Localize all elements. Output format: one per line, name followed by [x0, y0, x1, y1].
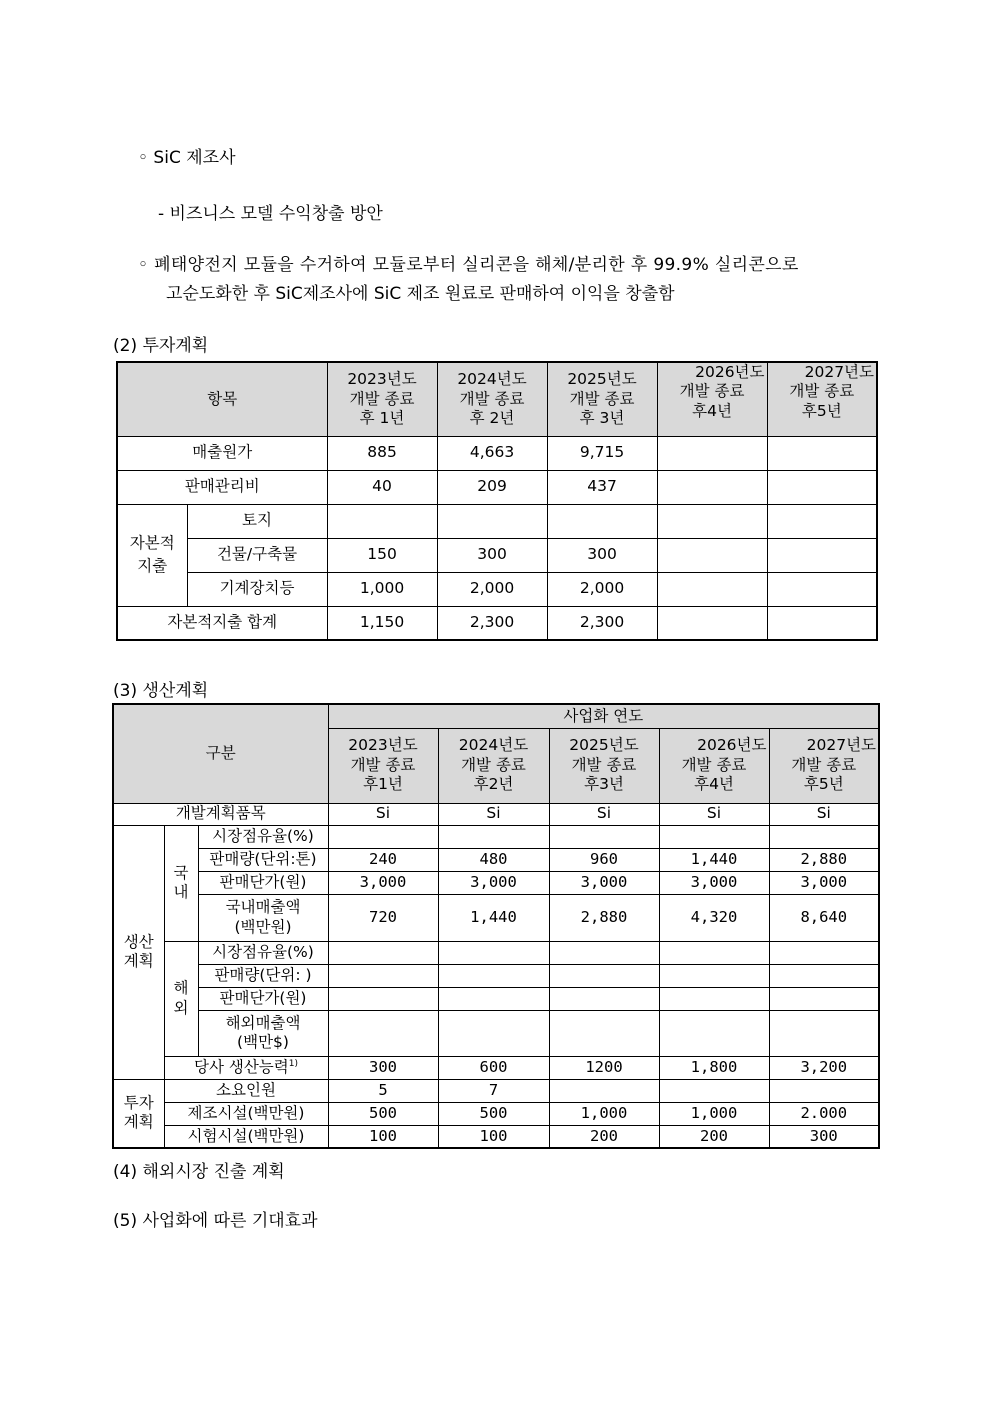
cell: [437, 504, 547, 538]
row-label: 판매관리비: [117, 470, 327, 504]
header-gubun: 구분: [113, 704, 328, 803]
cell: 40: [327, 470, 437, 504]
row-label: 자본적지출 합계: [117, 606, 327, 640]
table-row: [113, 964, 879, 987]
section-expected-effect-title: (5) 사업화에 따른 기대효과: [113, 1211, 318, 1231]
cell: [767, 606, 877, 640]
cell: 3,000: [549, 871, 659, 894]
cell: 8,640: [769, 894, 879, 941]
row-label: 국내매출액 (백만원): [198, 894, 328, 941]
cell: 500: [328, 1102, 438, 1125]
cell: 300: [769, 1125, 879, 1148]
cell: 2,880: [769, 848, 879, 871]
cell: 9,715: [547, 436, 657, 470]
row-label: 매출원가: [117, 436, 327, 470]
cell: [438, 987, 549, 1010]
cell: [438, 825, 549, 848]
cell: 3,000: [438, 871, 549, 894]
cell: [767, 572, 877, 606]
row-label: 개발계획품목: [113, 803, 328, 825]
row-label: 제조시설(백만원): [164, 1102, 328, 1125]
cell: [328, 964, 438, 987]
table-row: [113, 825, 879, 848]
bullet-sic-maker: ◦ SiC 제조사: [138, 148, 236, 168]
cell: [769, 825, 879, 848]
table-row: [113, 803, 879, 825]
cell: [659, 941, 769, 964]
row-label: 토지: [187, 504, 327, 538]
cell: 720: [328, 894, 438, 941]
cell: 300: [547, 538, 657, 572]
section-production-title: (3) 생산계획: [113, 681, 209, 701]
header-year: 2025년도 개발 종료 후 3년: [547, 362, 657, 436]
cell: 100: [438, 1125, 549, 1148]
header-commercialization-year: 사업화 연도: [328, 704, 879, 728]
row-label: 당사 생산능력$^{1)}$: [164, 1056, 328, 1079]
table-row: [117, 436, 877, 470]
cell: 2,880: [549, 894, 659, 941]
cell: 437: [547, 470, 657, 504]
header-year: 2025년도 개발 종료 후3년: [549, 728, 659, 803]
header-year: 2023년도 개발 종료 후 1년: [327, 362, 437, 436]
header-item: 항목: [117, 362, 327, 436]
table-row: [113, 1056, 879, 1079]
cell: 200: [549, 1125, 659, 1148]
cell: 5: [328, 1079, 438, 1102]
cell: 1,000: [659, 1102, 769, 1125]
header-year: 2027년도 개발 종료 후5년: [767, 362, 877, 436]
table-row: [117, 538, 877, 572]
row-label: 소요인원: [164, 1079, 328, 1102]
section-overseas-title: (4) 해외시장 진출 계획: [113, 1162, 285, 1182]
cell: [769, 987, 879, 1010]
table-row: [113, 894, 879, 941]
cell: 150: [327, 538, 437, 572]
cell: [549, 964, 659, 987]
cell: 100: [328, 1125, 438, 1148]
cell: [767, 504, 877, 538]
cell: Si: [549, 803, 659, 825]
cell: 3,000: [769, 871, 879, 894]
investment-table: [116, 361, 878, 641]
cell: [769, 941, 879, 964]
row-label: 해외매출액 (백만$): [198, 1010, 328, 1056]
cell: 209: [437, 470, 547, 504]
row-label: 판매단가(원): [198, 871, 328, 894]
cell: [549, 987, 659, 1010]
cell: [549, 941, 659, 964]
cell: 240: [328, 848, 438, 871]
domestic-group-label: 국 내: [164, 825, 198, 941]
cell: [657, 572, 767, 606]
cell: 1,000: [327, 572, 437, 606]
cell: 3,000: [659, 871, 769, 894]
cell: 4,320: [659, 894, 769, 941]
cell: [659, 1079, 769, 1102]
cell: 7: [438, 1079, 549, 1102]
cell: [328, 825, 438, 848]
cell: 885: [327, 436, 437, 470]
table-row: [113, 848, 879, 871]
table-row: [113, 1125, 879, 1148]
cell: [657, 470, 767, 504]
cell: 960: [549, 848, 659, 871]
cell: [549, 1079, 659, 1102]
cell: [549, 825, 659, 848]
row-label: 시험시설(백만원): [164, 1125, 328, 1148]
footnote-mark: 1): [288, 1058, 298, 1069]
table-row: [113, 871, 879, 894]
cell: [328, 941, 438, 964]
section-investment-title: (2) 투자계획: [113, 336, 209, 356]
header-year: 2026년도 개발 종료 후4년: [659, 728, 769, 803]
cell: 3,200: [769, 1056, 879, 1079]
production-table: [112, 703, 880, 1149]
table-row: [117, 572, 877, 606]
cell: [769, 1010, 879, 1056]
row-label: 건물/구축물: [187, 538, 327, 572]
cell: 1,440: [438, 894, 549, 941]
row-label: 기계장치등: [187, 572, 327, 606]
cell: 480: [438, 848, 549, 871]
cell: 1,000: [549, 1102, 659, 1125]
cell: [438, 964, 549, 987]
bullet-description-line1: ◦ 폐태양전지 모듈을 수거하여 모듈로부터 실리콘을 해체/분리한 후 99.9% 실리콘으로: [138, 255, 799, 275]
cell: 1200: [549, 1056, 659, 1079]
capex-group-label: 자본적 지출: [117, 504, 187, 606]
cell: [769, 1079, 879, 1102]
cell: 1,150: [327, 606, 437, 640]
cell: Si: [659, 803, 769, 825]
cell: Si: [328, 803, 438, 825]
row-label: 판매량(단위: ): [198, 964, 328, 987]
cell: [659, 987, 769, 1010]
cell: 600: [438, 1056, 549, 1079]
cell: [659, 964, 769, 987]
cell: 2,000: [547, 572, 657, 606]
cell: 1,800: [659, 1056, 769, 1079]
table-row: [113, 987, 879, 1010]
cell: [659, 825, 769, 848]
cell: 300: [328, 1056, 438, 1079]
table-row: [113, 1079, 879, 1102]
row-label: 판매단가(원): [198, 987, 328, 1010]
cell: [438, 1010, 549, 1056]
overseas-group-label: 해 외: [164, 941, 198, 1056]
header-year: 2023년도 개발 종료 후1년: [328, 728, 438, 803]
cell: [657, 538, 767, 572]
table-row: [117, 606, 877, 640]
cell: [327, 504, 437, 538]
cell: Si: [438, 803, 549, 825]
sub-business-model: - 비즈니스 모델 수익창출 방안: [158, 204, 383, 224]
invest-group-label: 투자 계획: [113, 1079, 164, 1148]
table-row: [117, 504, 877, 538]
cell: [769, 964, 879, 987]
table-row: [113, 1010, 879, 1056]
cell: [328, 987, 438, 1010]
cell: [657, 606, 767, 640]
row-label: 시장점유율(%): [198, 941, 328, 964]
cell: [767, 436, 877, 470]
row-label: 시장점유율(%): [198, 825, 328, 848]
cell: 200: [659, 1125, 769, 1148]
row-label: 판매량(단위:톤): [198, 848, 328, 871]
cell: [659, 1010, 769, 1056]
cell: [438, 941, 549, 964]
header-year: 2024년도 개발 종료 후 2년: [437, 362, 547, 436]
cell: 500: [438, 1102, 549, 1125]
cell: 300: [437, 538, 547, 572]
header-year: 2026년도 개발 종료 후4년: [657, 362, 767, 436]
cell: 2,000: [437, 572, 547, 606]
table-row: [113, 1102, 879, 1125]
cell: 4,663: [437, 436, 547, 470]
cell: 2,300: [547, 606, 657, 640]
cell: 3,000: [328, 871, 438, 894]
cell: [657, 436, 767, 470]
cell: 2.000: [769, 1102, 879, 1125]
table-row: [117, 470, 877, 504]
production-group-label: 생산 계획: [113, 825, 164, 1079]
header-year: 2024년도 개발 종료 후2년: [438, 728, 549, 803]
cell: [549, 1010, 659, 1056]
cell: Si: [769, 803, 879, 825]
header-year: 2027년도 개발 종료 후5년: [769, 728, 879, 803]
bullet-description-line2: 고순도화한 후 SiC제조사에 SiC 제조 원료로 판매하여 이익을 창출함: [166, 284, 675, 304]
cell: 2,300: [437, 606, 547, 640]
cell: [547, 504, 657, 538]
cell: 1,440: [659, 848, 769, 871]
cell: [657, 504, 767, 538]
cell: [767, 470, 877, 504]
cell: [767, 538, 877, 572]
cell: [328, 1010, 438, 1056]
table-row: [113, 941, 879, 964]
